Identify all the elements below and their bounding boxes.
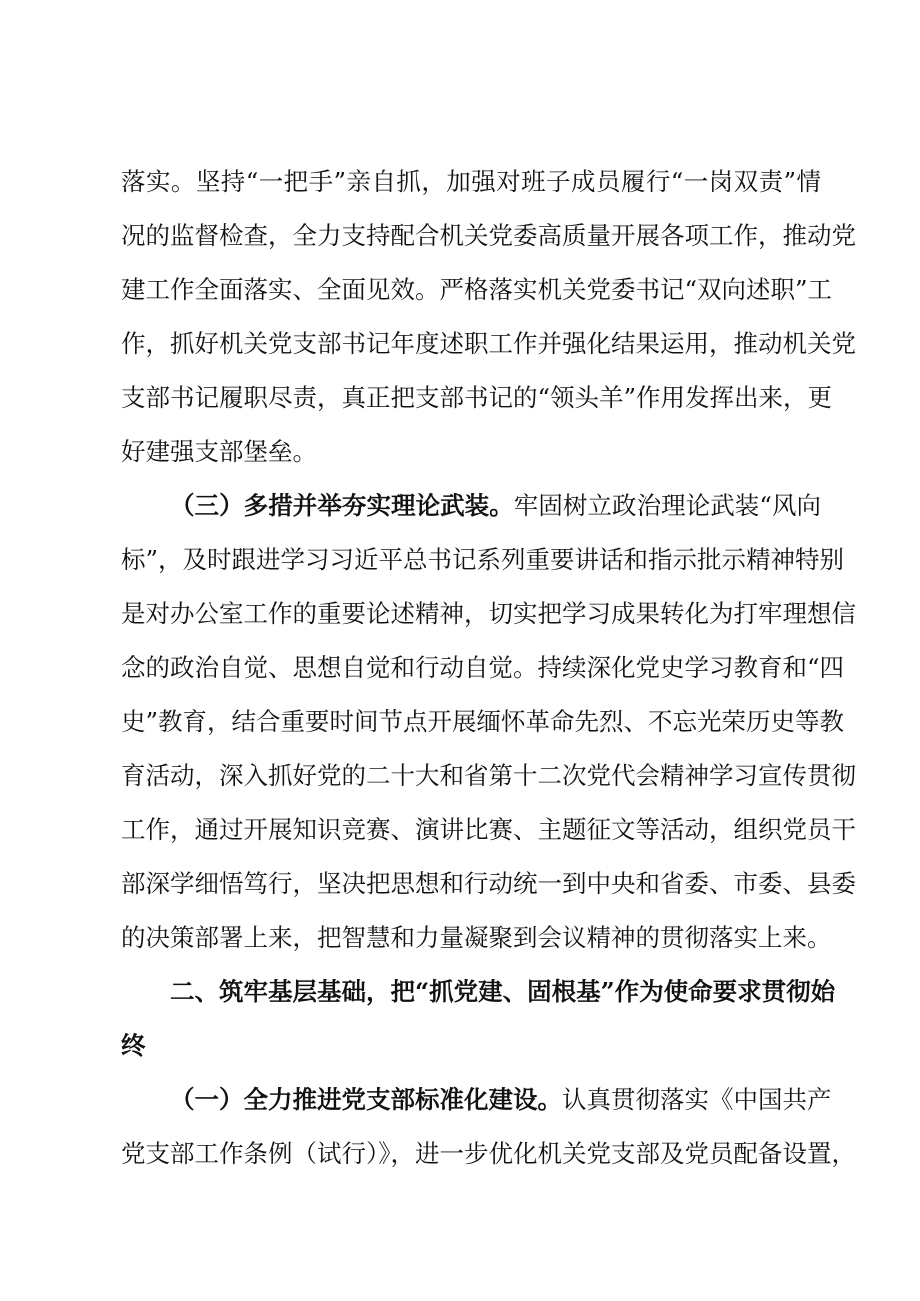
text-line: 部深学细悟笃行，坚决把思想和行动统一到中央和省委、市委、县委	[121, 869, 856, 898]
text-line: 念的政治自觉、思想自觉和行动自觉。持续深化党史学习教育和“四	[121, 653, 845, 682]
text-line: 作，抓好机关党支部书记年度述职工作并强化结果运用，推动机关党	[121, 329, 856, 358]
text-line: 是对办公室工作的重要论述精神，切实把学习成果转化为打牢理想信	[121, 599, 856, 628]
paragraph-1-text: 认真贯彻落实《中国共产	[562, 1085, 832, 1114]
section-2-heading-continued: 终	[121, 1031, 146, 1060]
text-line: 标”，及时跟进学习习近平总书记系列重要讲话和指示批示精神特别	[121, 545, 845, 574]
text-line: 育活动，深入抓好党的二十大和省第十二次党代会精神学习宣传贯彻	[121, 761, 856, 790]
text-line: 党支部工作条例（试行）》，进一步优化机关党支部及党员配备设置，	[121, 1139, 856, 1168]
paragraph-3-text: 牢固树立政治理论武装“风向	[513, 491, 821, 520]
text-line: 史”教育，结合重要时间节点开展缅怀革命先烈、不忘光荣历史等教	[121, 707, 845, 736]
text-line: 好建强支部堡垒。	[121, 437, 317, 466]
section-2-heading-text: 二、筑牢基层基础，把“抓党建、固根基”作为使命要求贯彻始	[170, 977, 836, 1006]
text-line: 况的监督检查，全力支持配合机关党委高质量开展各项工作，推动党	[121, 221, 856, 250]
text-line: 落实。坚持“一把手”亲自抓，加强对班子成员履行“一岗双责”情	[121, 167, 821, 196]
paragraph-3-heading: （三）多措并举夯实理论武装。	[170, 491, 514, 520]
text-line: 的决策部署上来，把智慧和力量凝聚到会议精神的贯彻落实上来。	[121, 923, 832, 952]
text-line: 建工作全面落实、全面见效。严格落实机关党委书记“双向述职”工	[121, 275, 833, 304]
paragraph-3-first-line	[170, 486, 821, 526]
text-line: 支部书记履职尽责，真正把支部书记的“领头羊”作用发挥出来，更	[121, 383, 833, 412]
paragraph-1-heading: （一）全力推进党支部标准化建设。	[170, 1085, 562, 1114]
text-line: 工作，通过开展知识竞赛、演讲比赛、主题征文等活动，组织党员干	[121, 815, 856, 844]
paragraph-1-first-line	[170, 1080, 832, 1120]
section-2-heading	[170, 972, 836, 1012]
